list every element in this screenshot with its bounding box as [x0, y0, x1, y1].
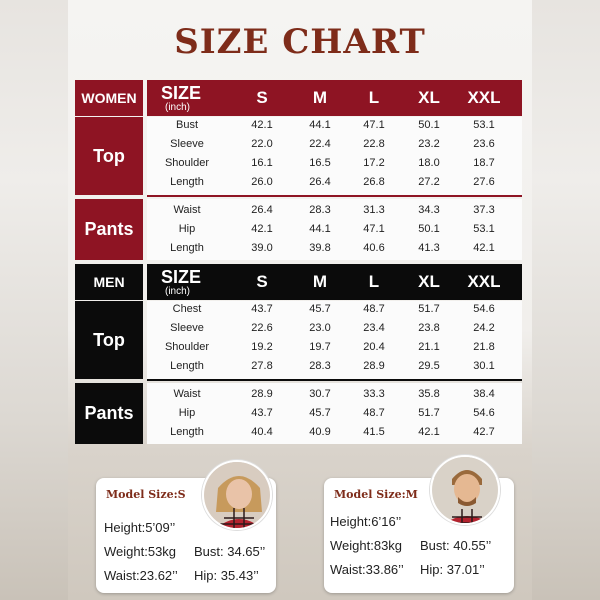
table-row: [147, 405, 522, 424]
model-size-label: Model Size:M: [334, 488, 418, 501]
model-hip: Hip: 35.43’’: [194, 568, 259, 583]
cell: 27.2: [418, 176, 440, 188]
cell: 44.1: [309, 119, 331, 131]
cell: 27.6: [473, 176, 495, 188]
table-row: [147, 117, 522, 136]
women-pants-label: Pants: [75, 199, 143, 260]
cell: 44.1: [309, 223, 331, 235]
model-hip: Hip: 37.01’’: [420, 562, 485, 577]
measure-name: Hip: [178, 407, 196, 419]
woman-model-avatar: [202, 460, 272, 530]
measure-name: Bust: [175, 119, 198, 131]
women-top-label: Top: [75, 117, 143, 195]
size-col-m: M: [312, 88, 328, 107]
cell: 41.5: [363, 426, 385, 438]
cell: 22.0: [251, 138, 273, 150]
cell: 40.6: [363, 242, 385, 254]
size-word: SIZE: [161, 83, 202, 103]
man-model-avatar: [430, 455, 500, 525]
measure-name: Hip: [178, 223, 196, 235]
cell: 34.3: [418, 204, 440, 216]
cell: 16.5: [309, 157, 331, 169]
page-title: SIZE CHART: [174, 22, 426, 62]
men-pants-rows: [147, 383, 522, 444]
cell: 21.8: [473, 341, 495, 353]
women-header-row: [75, 80, 522, 116]
model-waist: Waist:23.62’’: [104, 568, 178, 583]
size-col-xl: XL: [418, 88, 440, 107]
cell: 30.1: [473, 360, 495, 372]
table-row: [147, 339, 522, 358]
cell: 18.0: [418, 157, 440, 169]
cell: 21.1: [418, 341, 440, 353]
cell: 42.1: [418, 426, 440, 438]
cell: 28.3: [309, 204, 331, 216]
size-col-s: S: [256, 88, 268, 107]
cell: 16.1: [251, 157, 273, 169]
cell: 18.7: [473, 157, 495, 169]
size-unit: (inch): [165, 286, 191, 297]
cell: 28.9: [363, 360, 385, 372]
cell: 48.7: [363, 407, 385, 419]
table-row: [147, 301, 522, 320]
divider: [147, 195, 522, 197]
cell: 19.7: [309, 341, 331, 353]
table-row: [147, 320, 522, 339]
cell: 29.5: [418, 360, 440, 372]
women-pants-rows: [147, 199, 522, 260]
cell: 23.6: [473, 138, 495, 150]
table-row: [147, 386, 522, 405]
model-height: Height:6’16’’: [330, 514, 402, 529]
table-row: [147, 358, 522, 377]
cell: 47.1: [363, 223, 385, 235]
cell: 51.7: [418, 303, 440, 315]
measure-name: Sleeve: [170, 322, 204, 334]
size-col-l: L: [368, 272, 380, 291]
cell: 51.7: [418, 407, 440, 419]
cell: 30.7: [309, 388, 331, 400]
cell: 23.8: [418, 322, 440, 334]
cell: 53.1: [473, 223, 495, 235]
cell: 42.1: [473, 242, 495, 254]
cell: 38.4: [473, 388, 495, 400]
cell: 42.1: [251, 119, 273, 131]
size-unit: (inch): [165, 102, 191, 113]
cell: 23.4: [363, 322, 385, 334]
cell: 54.6: [473, 407, 495, 419]
table-row: [147, 221, 522, 240]
measure-name: Length: [170, 242, 204, 254]
model-weight: Weight:83kg: [330, 538, 403, 553]
measure-name: Sleeve: [170, 138, 204, 150]
women-section: [75, 80, 522, 262]
cell: 31.3: [363, 204, 385, 216]
men-top-label: Top: [75, 301, 143, 379]
cell: 28.9: [251, 388, 273, 400]
table-row: [147, 136, 522, 155]
cell: 22.4: [309, 138, 331, 150]
model-weight: Weight:53kg: [104, 544, 177, 559]
cell: 27.8: [251, 360, 273, 372]
men-top-rows: [147, 301, 522, 379]
cell: 22.6: [251, 322, 273, 334]
cell: 33.3: [363, 388, 385, 400]
cell: 53.1: [473, 119, 495, 131]
women-size-header: [147, 80, 522, 116]
table-row: [147, 155, 522, 174]
men-pants-label: Pants: [75, 383, 143, 444]
size-col-xl: XL: [418, 272, 440, 291]
model-size-label: Model Size:S: [106, 488, 186, 501]
cell: 23.0: [309, 322, 331, 334]
measure-name: Shoulder: [164, 157, 210, 169]
model-height: Height:5’09’’: [104, 520, 176, 535]
cell: 42.7: [473, 426, 495, 438]
cell: 41.3: [418, 242, 440, 254]
size-col-xxl: XXL: [467, 88, 501, 107]
cell: 24.2: [473, 322, 495, 334]
cell: 28.3: [309, 360, 331, 372]
size-col-xxl: XXL: [467, 272, 501, 291]
divider: [147, 379, 522, 381]
cell: 39.0: [251, 242, 273, 254]
measure-name: Waist: [173, 388, 201, 400]
women-top-rows: [147, 117, 522, 195]
cell: 35.8: [418, 388, 440, 400]
table-row: [147, 240, 522, 259]
cell: 43.7: [251, 407, 273, 419]
cell: 50.1: [418, 223, 440, 235]
cell: 22.8: [363, 138, 385, 150]
men-size-header: [147, 264, 522, 300]
measure-name: Waist: [173, 204, 201, 216]
size-col-s: S: [256, 272, 268, 291]
measure-name: Chest: [172, 303, 202, 315]
cell: 26.8: [363, 176, 385, 188]
women-label: WOMEN: [75, 80, 143, 116]
table-row: [147, 174, 522, 193]
size-col-m: M: [312, 272, 328, 291]
model-bust: Bust: 34.65’’: [194, 544, 266, 559]
cell: 26.4: [309, 176, 331, 188]
cell: 47.1: [363, 119, 385, 131]
men-label: MEN: [75, 264, 143, 300]
cell: 17.2: [363, 157, 385, 169]
cell: 19.2: [251, 341, 273, 353]
measure-name: Shoulder: [164, 341, 210, 353]
model-waist: Waist:33.86’’: [330, 562, 404, 577]
cell: 40.9: [309, 426, 331, 438]
cell: 48.7: [363, 303, 385, 315]
measure-name: Length: [170, 426, 204, 438]
size-word: SIZE: [161, 267, 202, 287]
cell: 37.3: [473, 204, 495, 216]
cell: 26.4: [251, 204, 273, 216]
model-bust: Bust: 40.55’’: [420, 538, 492, 553]
cell: 43.7: [251, 303, 273, 315]
table-row: [147, 424, 522, 443]
cell: 26.0: [251, 176, 273, 188]
cell: 50.1: [418, 119, 440, 131]
cell: 39.8: [309, 242, 331, 254]
cell: 20.4: [363, 341, 385, 353]
men-section: [75, 264, 522, 446]
cell: 40.4: [251, 426, 273, 438]
cell: 42.1: [251, 223, 273, 235]
cell: 23.2: [418, 138, 440, 150]
measure-name: Length: [170, 360, 204, 372]
cell: 45.7: [309, 303, 331, 315]
measure-name: Length: [170, 176, 204, 188]
size-col-l: L: [368, 88, 380, 107]
cell: 54.6: [473, 303, 495, 315]
table-row: [147, 202, 522, 221]
cell: 45.7: [309, 407, 331, 419]
men-header-row: [75, 264, 522, 300]
